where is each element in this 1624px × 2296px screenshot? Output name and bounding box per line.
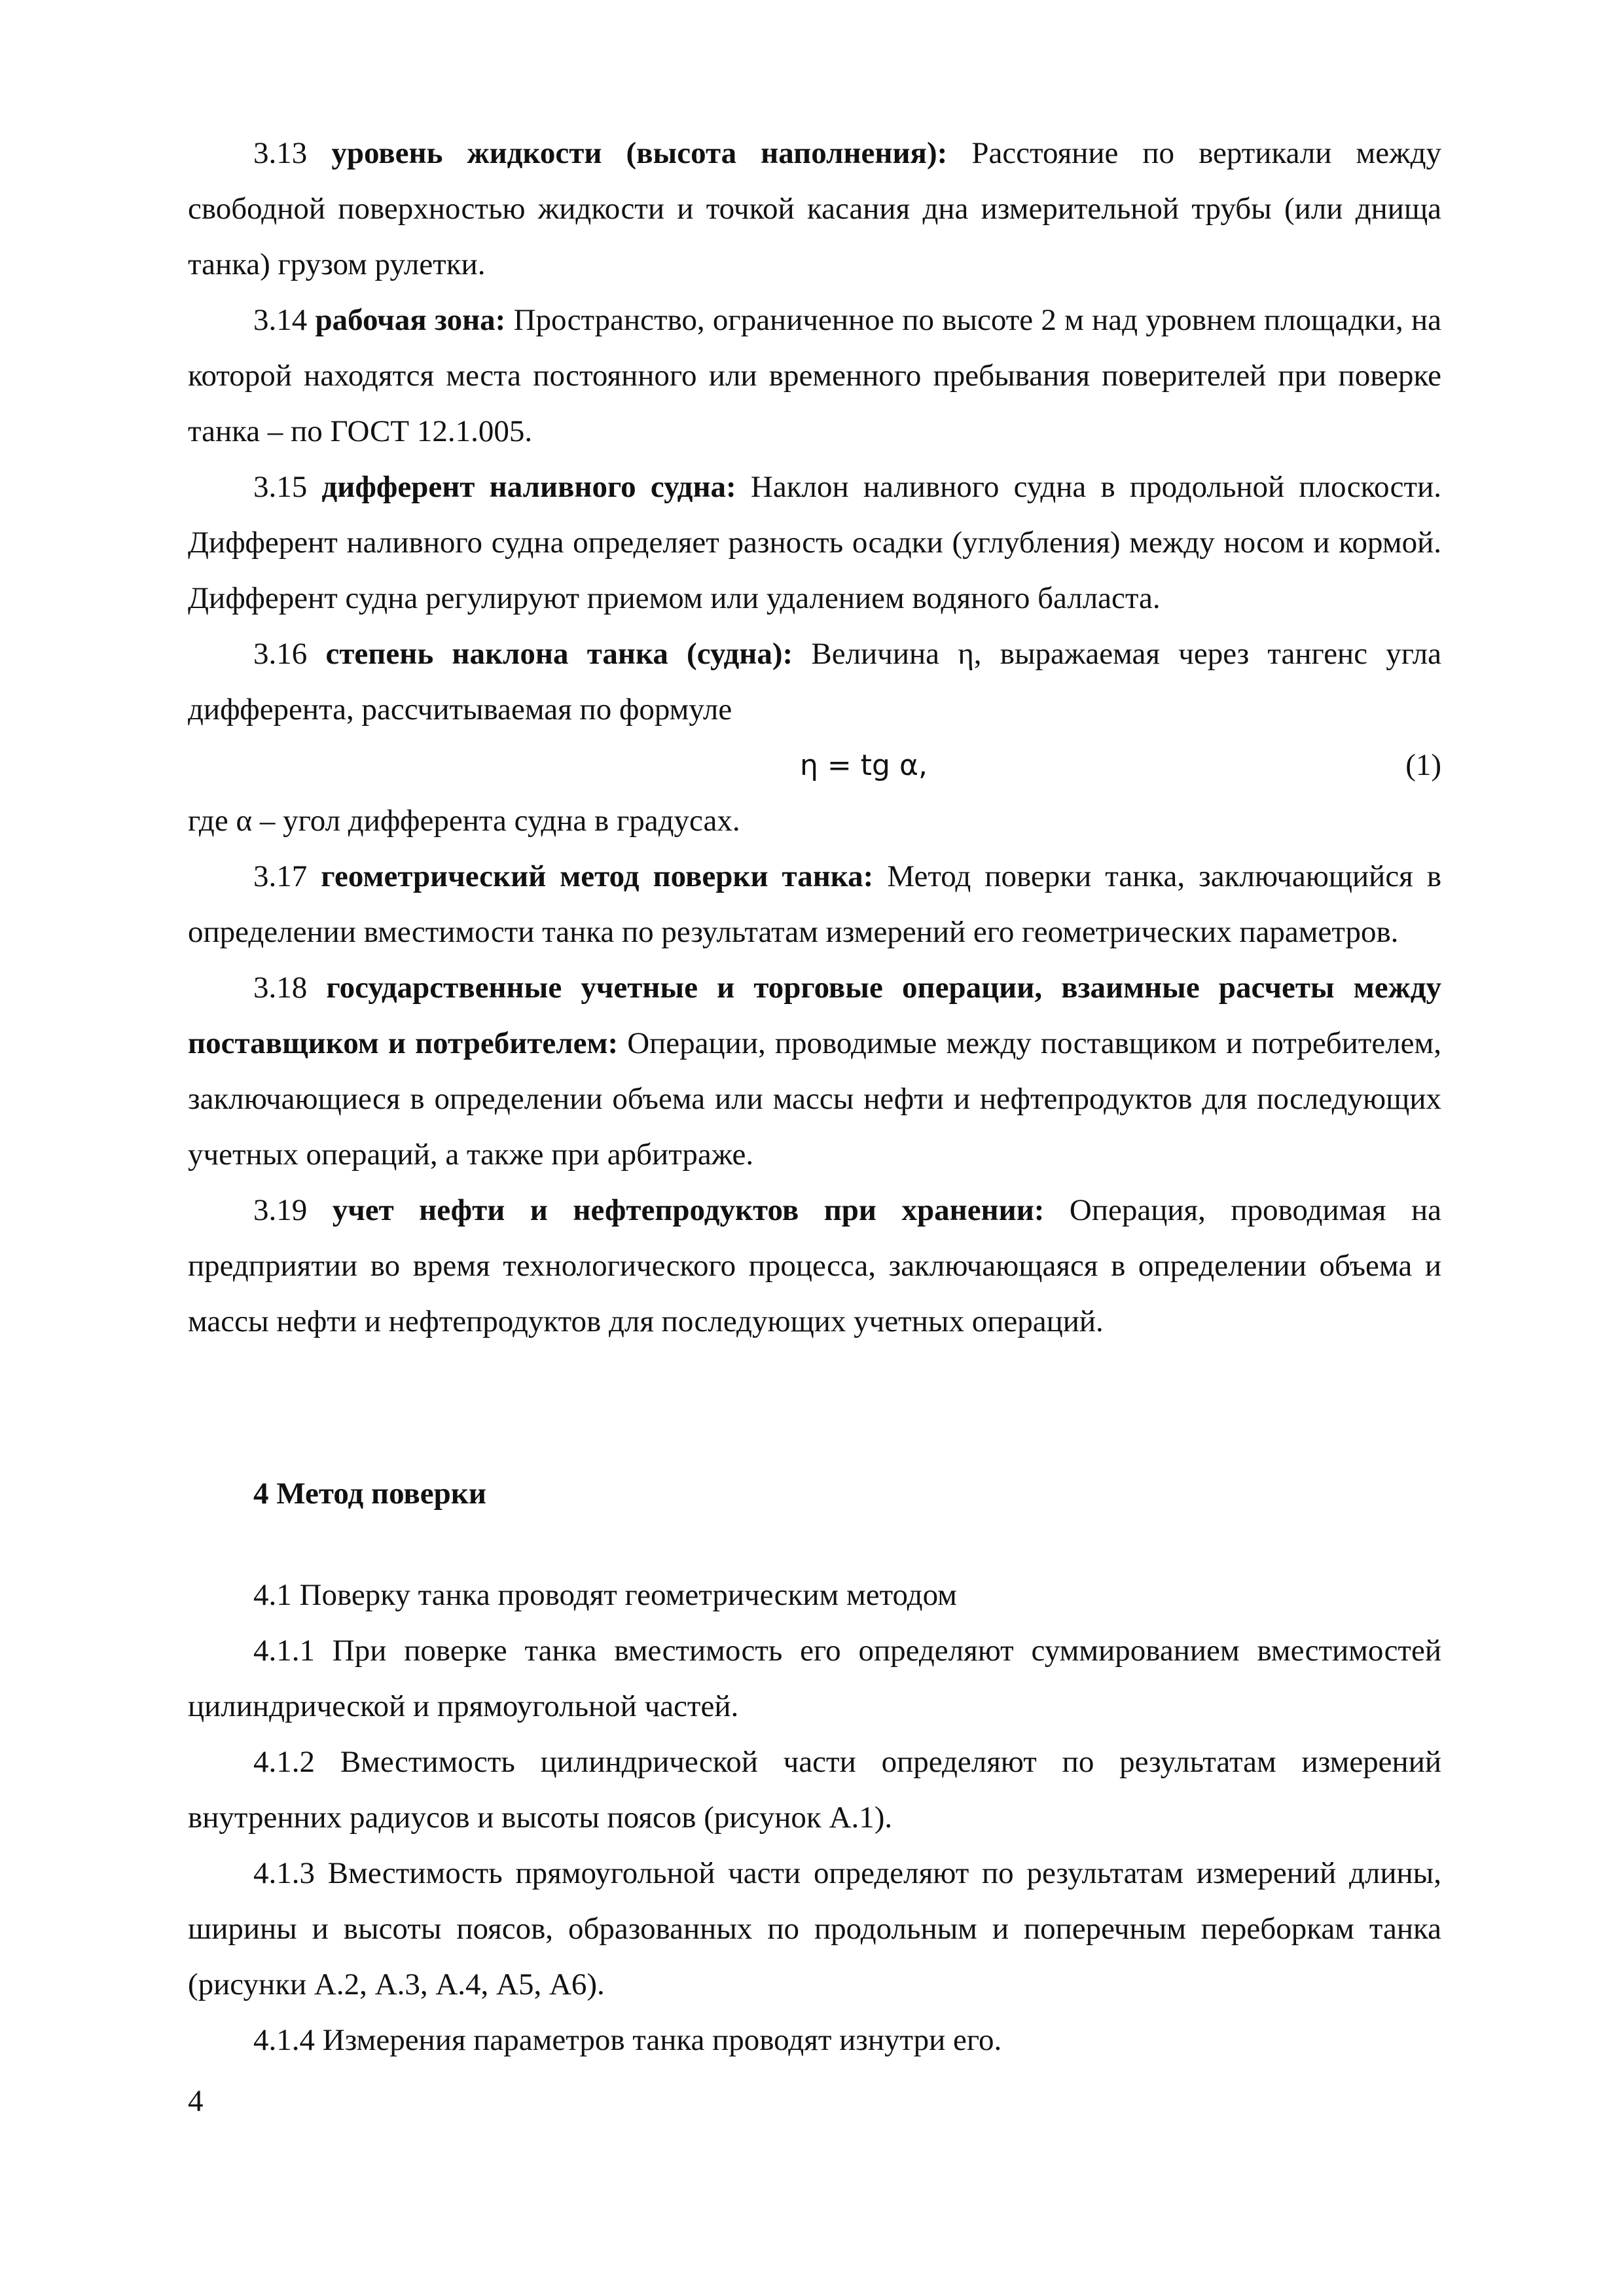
definition-text: Пространство, ограниченное по высоте 2 м над уровнем площадки, на которой находятся места постоянного или временного пребывания поверителей при поверке танка – по ГОСТ 12.1.005. bbox=[188, 303, 1442, 448]
definition-text: Операция, проводимая на предприятии во время технологического процесса, заключающаяся в определении объема и массы нефти и нефтепродуктов для последующих учетных операций. bbox=[188, 1193, 1441, 1338]
definition-3-15 bbox=[188, 459, 1441, 626]
definition-text: Метод поверки танка, заключающийся в определении вместимости танка по результатам измерений его геометрических параметров. bbox=[188, 859, 1442, 949]
clause-number: 3.19 bbox=[253, 1193, 333, 1227]
section-heading: 4 Метод поверки bbox=[253, 1477, 486, 1511]
definition-text: Величина η, выражаемая через тангенс угла дифферента, рассчитываемая по формуле bbox=[188, 637, 1441, 726]
definition-term: уровень жидкости (высота наполнения): bbox=[331, 136, 948, 170]
definition-3-19 bbox=[188, 1183, 1441, 1350]
clause-number: 3.14 bbox=[253, 303, 316, 337]
definition-3-16 bbox=[188, 626, 1441, 738]
section-4-body bbox=[188, 1568, 1441, 2068]
definition-3-18 bbox=[188, 960, 1441, 1183]
clause-number: 3.16 bbox=[253, 637, 326, 671]
definition-3-14 bbox=[188, 293, 1441, 459]
page-number: 4 bbox=[188, 2084, 204, 2118]
definition-3-13 bbox=[188, 126, 1441, 293]
formula-explanation: где α – угол дифферента судна в градусах. bbox=[188, 804, 740, 838]
formula-number: (1) bbox=[1405, 748, 1441, 782]
clause-4-1-3: 4.1.3 Вместимость прямоугольной части определяют по результатам измерений длины, ширины и высоты поясов, образованных по продольным и поперечным переборкам танка (рисунки А.2, А.3, А.4, А5, А6). bbox=[188, 1856, 1441, 2001]
clause-number: 3.18 bbox=[253, 971, 327, 1005]
definition-term: степень наклона танка (судна): bbox=[325, 637, 793, 671]
definition-3-17 bbox=[188, 849, 1441, 960]
clause-4-1: 4.1 Поверку танка проводят геометрическим методом bbox=[253, 1578, 957, 1612]
definition-text: Расстояние по вертикали между свободной поверхностью жидкости и точкой касания дна измерительной трубы (или днища танка) грузом рулетки. bbox=[188, 136, 1442, 281]
clause-number: 3.13 bbox=[253, 136, 332, 170]
formula-expression: η = tg α, bbox=[800, 749, 928, 782]
definition-term: учет нефти и нефтепродуктов при хранении: bbox=[332, 1193, 1045, 1227]
definitions-block-top bbox=[188, 126, 1441, 1350]
definition-term: государственные учетные и торговые операции, взаимные расчеты между поставщиком и потребителем: bbox=[188, 971, 1441, 1060]
clause-number: 3.15 bbox=[253, 470, 322, 504]
definition-term: рабочая зона: bbox=[315, 303, 506, 337]
formula-1 bbox=[188, 738, 1441, 793]
section-4-heading-block bbox=[188, 1466, 1441, 1522]
clause-number: 3.17 bbox=[253, 859, 321, 893]
definition-text: Наклон наливного судна в продольной плоскости. Дифферент наливного судна определяет разность осадки (углубления) между носом и кормой. Дифферент судна регулируют приемом или удалением водяного балласта. bbox=[188, 470, 1441, 615]
clause-4-1-1: 4.1.1 При поверке танка вместимость его определяют суммированием вместимостей цилиндрической и прямоугольной частей. bbox=[188, 1634, 1441, 1723]
clause-4-1-2: 4.1.2 Вместимость цилиндрической части определяют по результатам измерений внутренних радиусов и высоты поясов (рисунок А.1). bbox=[188, 1745, 1441, 1835]
clause-4-1-4: 4.1.4 Измерения параметров танка проводят изнутри его. bbox=[253, 2023, 1002, 2057]
definition-text: Операции, проводимые между поставщиком и потребителем, заключающиеся в определении объема или массы нефти и нефтепродуктов для последующих учетных операций, а также при арбитраже. bbox=[188, 1026, 1441, 1172]
definition-term: геометрический метод поверки танка: bbox=[321, 859, 874, 893]
definition-term: дифферент наливного судна: bbox=[321, 470, 736, 504]
